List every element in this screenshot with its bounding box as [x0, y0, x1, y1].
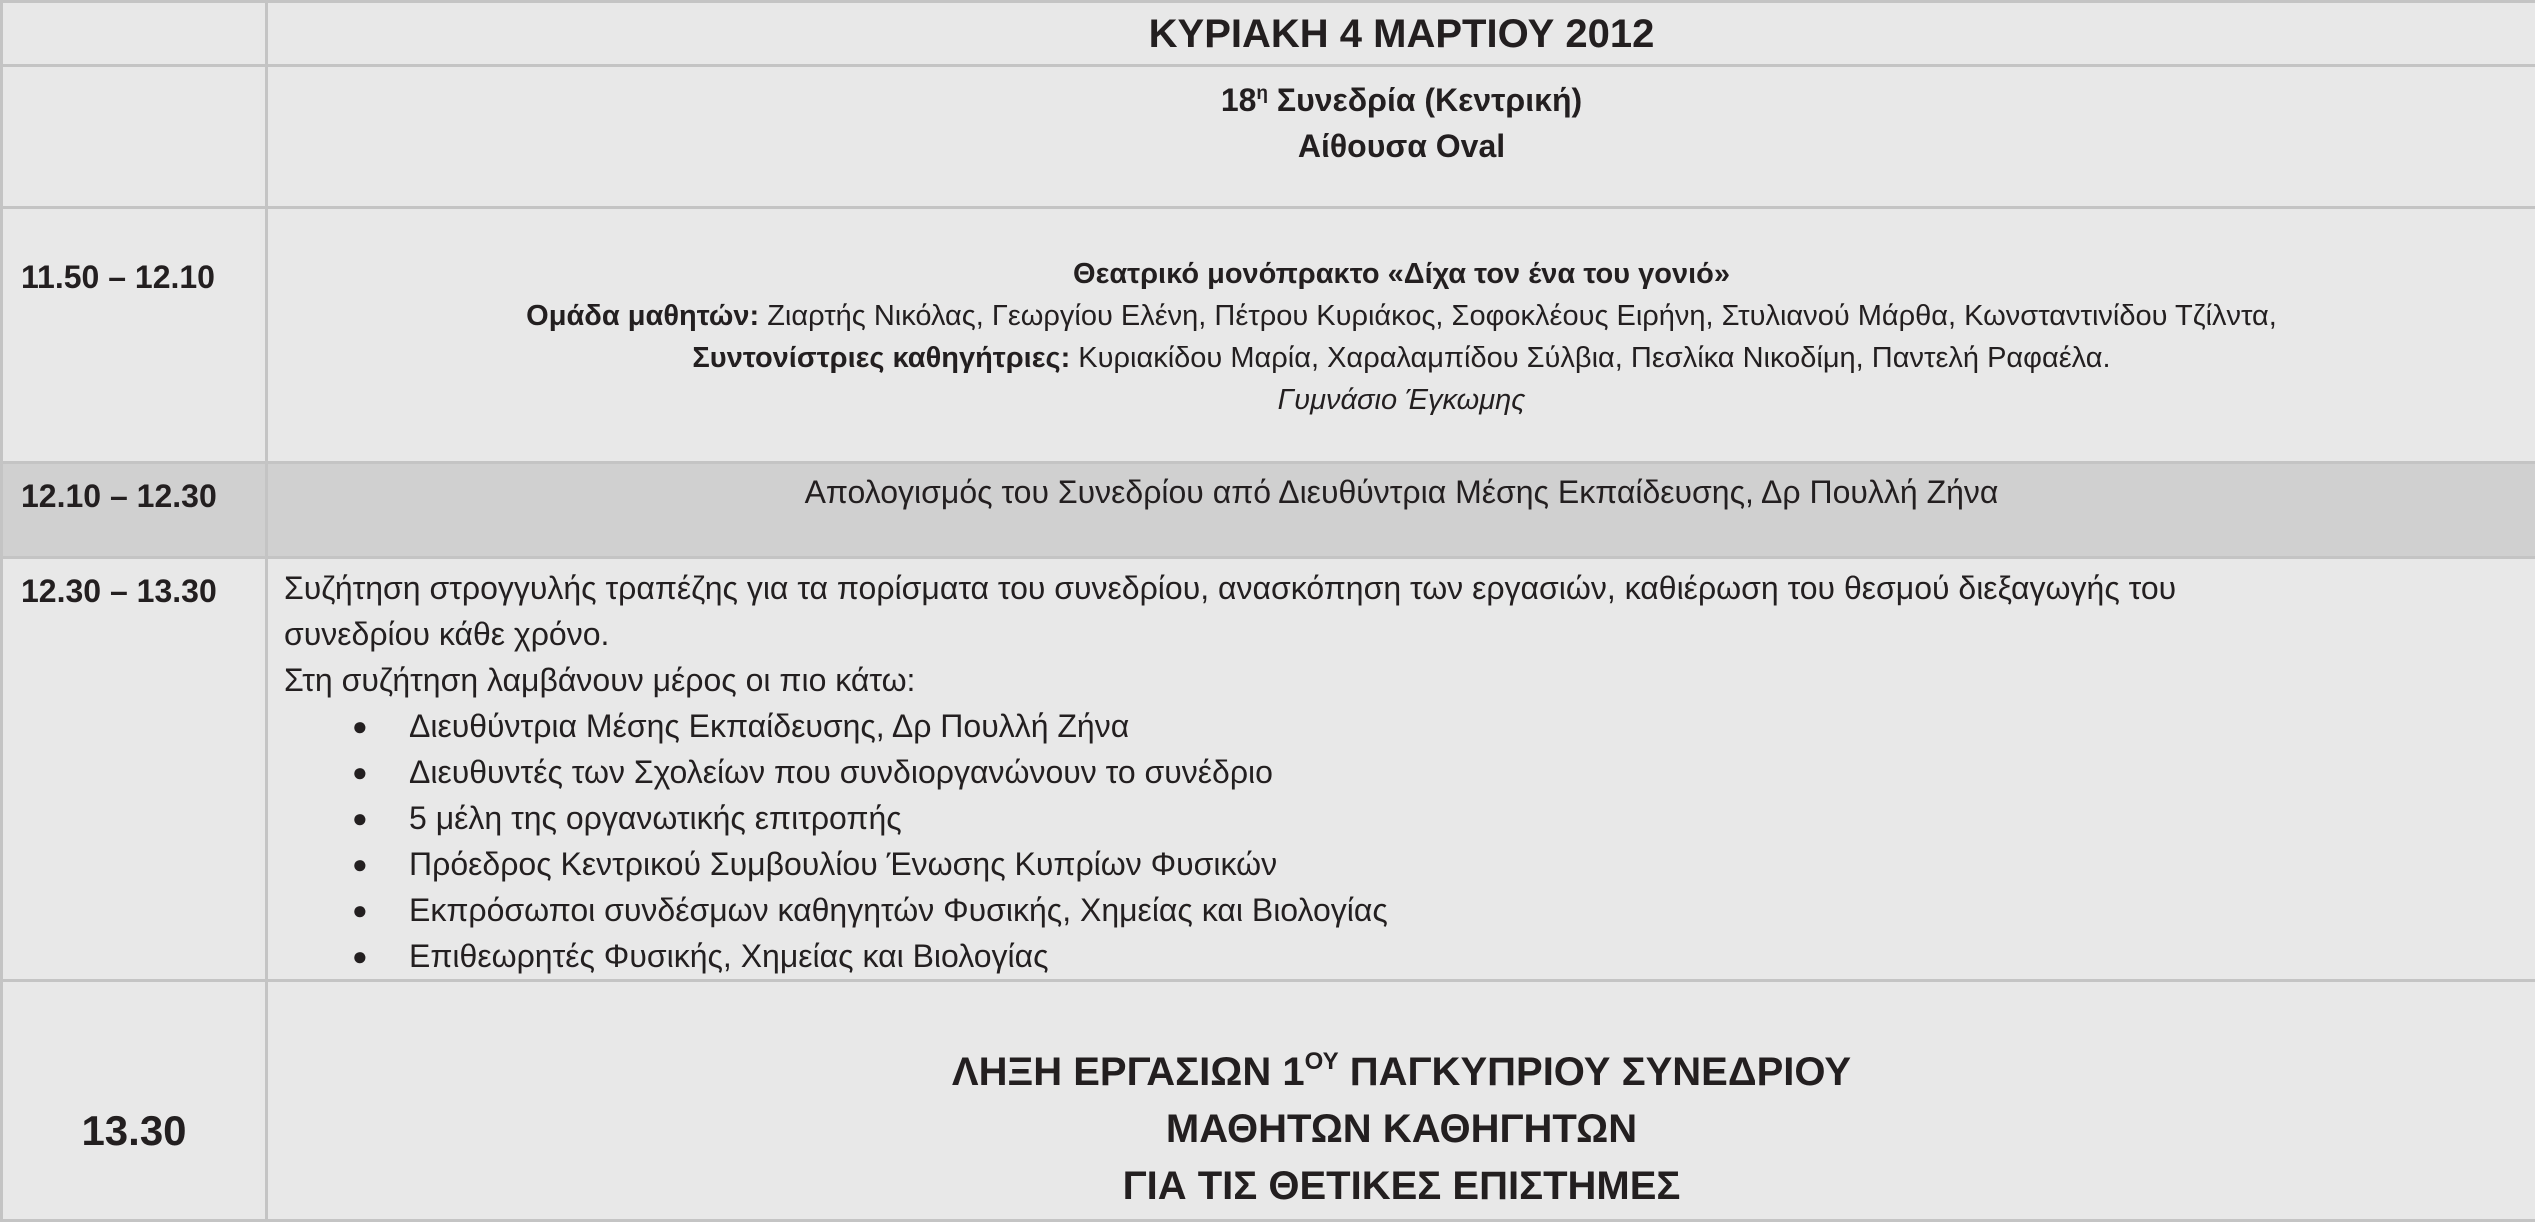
session-info [267, 66, 2535, 208]
session-row [2, 66, 2535, 208]
review-row [2, 463, 2535, 558]
session-room: Αίθουσα Oval [268, 123, 2535, 169]
discussion-info [267, 558, 2535, 981]
participant-text: 5 μέλη της οργανωτικής επιτροπής [409, 800, 902, 836]
session-name: Συνεδρία (Κεντρική) [1268, 82, 1582, 118]
closing-info [267, 981, 2535, 1221]
theatre-students [268, 295, 2535, 337]
session-number: 18 [1221, 82, 1257, 118]
closing-line-1-post: ΠΑΓΚΥΠΡΙΟΥ ΣΥΝΕΔΡΙΟΥ [1339, 1050, 1851, 1094]
closing-line-1-pre: ΛΗΞΗ ΕΡΓΑΣΙΩΝ 1 [952, 1050, 1305, 1094]
discussion-line-2: συνεδρίου κάθε χρόνο. [284, 611, 2515, 657]
theatre-teachers [268, 337, 2535, 379]
review-text: Απολογισμός του Συνεδρίου από Διευθύντρια Μέσης Εκπαίδευσης, Δρ Πουλλή Ζήνα [267, 463, 2535, 558]
list-item [284, 841, 2515, 887]
discussion-intro: Στη συζήτηση λαμβάνουν μέρος οι πιο κάτω: [284, 657, 2515, 703]
list-item [284, 749, 2515, 795]
empty-time-cell [2, 2, 267, 66]
list-item [284, 795, 2515, 841]
bullet-icon: ● [352, 933, 368, 979]
participant-text: Επιθεωρητές Φυσικής, Χημείας και Βιολογίας [409, 938, 1049, 974]
closing-line-1-sup: ΟΥ [1305, 1048, 1339, 1075]
closing-row [2, 981, 2535, 1221]
bullet-icon: ● [352, 887, 368, 933]
teachers-label: Συντονίστριες καθηγήτριες: [692, 342, 1070, 374]
teachers-list: Κυριακίδου Μαρία, Χαραλαμπίδου Σύλβια, Πεσλίκα Νικοδίμη, Παντελή Ραφαέλα. [1070, 342, 2110, 374]
list-item [284, 887, 2515, 933]
empty-time-cell [2, 66, 267, 208]
bullet-icon: ● [352, 841, 368, 887]
list-item [284, 933, 2515, 979]
theatre-row [2, 208, 2535, 463]
discussion-time: 12.30 – 13.30 [2, 558, 267, 981]
review-time: 12.10 – 12.30 [2, 463, 267, 558]
bullet-icon: ● [352, 749, 368, 795]
participants-list [284, 703, 2515, 979]
list-item [284, 703, 2515, 749]
day-title: ΚΥΡΙΑΚΗ 4 ΜΑΡΤΙΟΥ 2012 [267, 2, 2535, 66]
session-number-suffix: η [1256, 83, 1268, 104]
theatre-school: Γυμνάσιο Έγκωμης [268, 379, 2535, 421]
closing-time: 13.30 [2, 981, 267, 1221]
closing-line-1 [268, 1044, 2535, 1101]
bullet-icon: ● [352, 795, 368, 841]
bullet-icon: ● [352, 703, 368, 749]
day-header-row [2, 2, 2535, 66]
students-list: Ζιαρτής Νικόλας, Γεωργίου Ελένη, Πέτρου Κυριάκος, Σοφοκλέους Ειρήνη, Στυλιανού Μάρθα, Κωνσταντινίδου Τζίλντα, [759, 300, 2277, 332]
participant-text: Διευθυντές των Σχολείων που συνδιοργανώνουν το συνέδριο [409, 754, 1273, 790]
theatre-info [267, 208, 2535, 463]
participant-text: Διευθύντρια Μέσης Εκπαίδευσης, Δρ Πουλλή Ζήνα [409, 708, 1129, 744]
students-label: Ομάδα μαθητών: [526, 300, 759, 332]
participant-text: Πρόεδρος Κεντρικού Συμβουλίου Ένωσης Κυπρίων Φυσικών [409, 846, 1277, 882]
theatre-time: 11.50 – 12.10 [2, 208, 267, 463]
closing-line-3: ΓΙΑ ΤΙΣ ΘΕΤΙΚΕΣ ΕΠΙΣΤΗΜΕΣ [268, 1158, 2535, 1215]
session-title [268, 77, 2535, 123]
discussion-line-1: Συζήτηση στρογγυλής τραπέζης για τα πορίσματα του συνεδρίου, ανασκόπηση των εργασιών, καθιέρωση του θεσμού διεξαγωγής του [284, 565, 2515, 611]
participant-text: Εκπρόσωποι συνδέσμων καθηγητών Φυσικής, Χημείας και Βιολογίας [409, 892, 1388, 928]
theatre-title: Θεατρικό μονόπρακτο «Δίχα τον ένα του γονιό» [268, 253, 2535, 295]
closing-line-2: ΜΑΘΗΤΩΝ ΚΑΘΗΓΗΤΩΝ [268, 1101, 2535, 1158]
discussion-row [2, 558, 2535, 981]
